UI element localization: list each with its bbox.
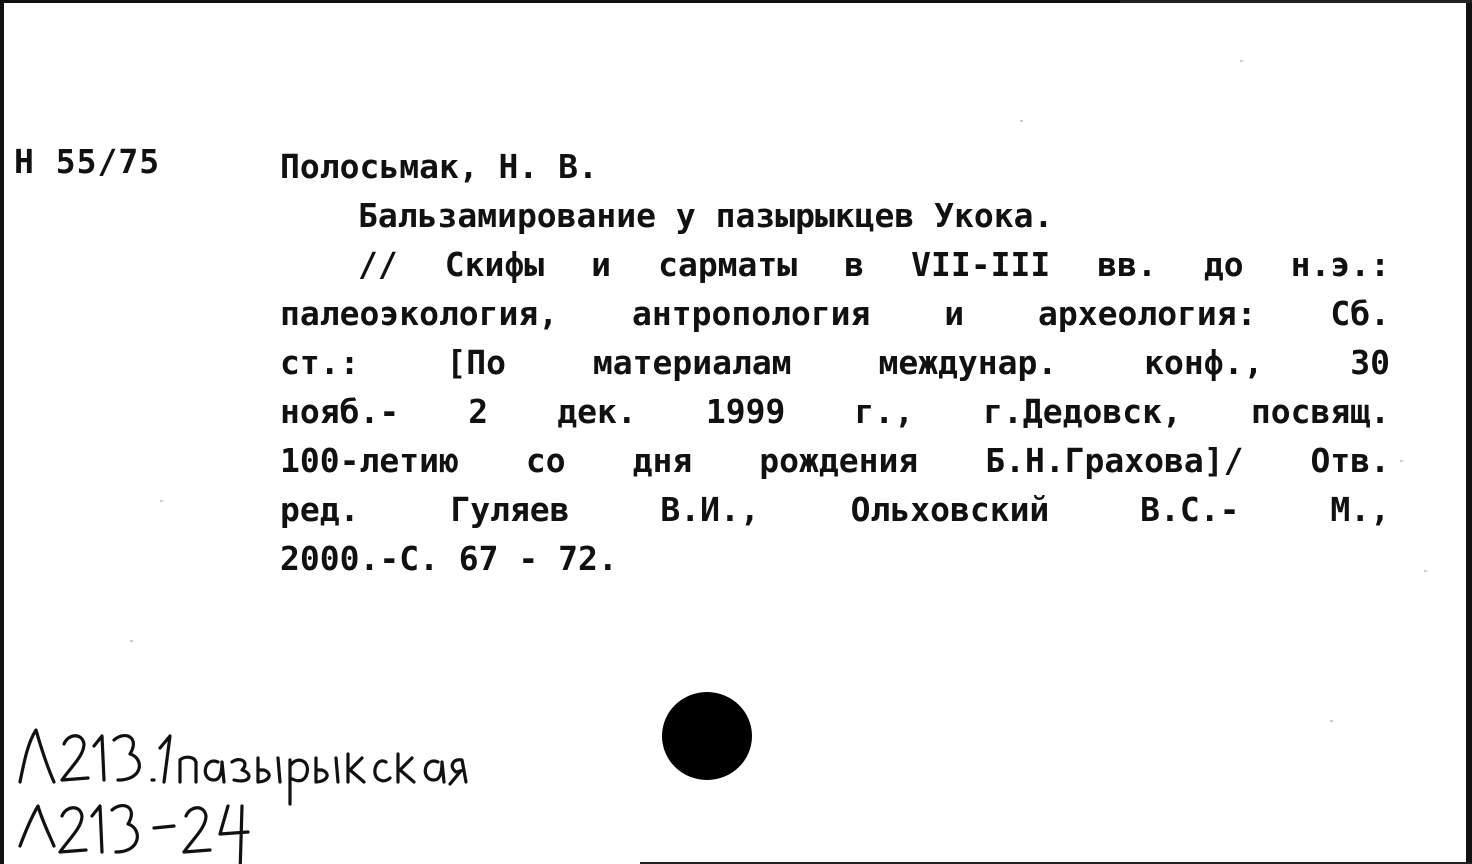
card-edge-top-mark <box>1120 0 1472 15</box>
scan-speck <box>1330 720 1333 722</box>
source-line-7: 2000.-С. 67 - 72. <box>280 539 618 578</box>
source-line-2: палеоэкология, антропология и археология: Сб. <box>280 294 1390 333</box>
source-line-6: ред. Гуляев В.И., Ольховский В.С.- М., <box>280 490 1390 529</box>
card-edge-right <box>1466 0 1472 864</box>
shelfmark: Н 55/75 <box>14 142 161 181</box>
scan-speck <box>160 500 163 502</box>
punch-hole <box>662 692 752 780</box>
handwritten-note-2 <box>14 770 614 864</box>
scan-speck <box>1400 460 1403 462</box>
source-line-1: // Скифы и сарматы в VII-III вв. до н.э.: <box>358 245 1390 284</box>
title-line: Бальзамирование у пазырыкцев Укока. <box>358 196 1054 235</box>
handwriting-line-2-drawing <box>14 770 614 864</box>
bibliographic-entry <box>280 142 1390 583</box>
source-line-4: нояб.- 2 дек. 1999 г., г.Дедовск, посвящ. <box>280 392 1390 431</box>
scan-speck <box>1240 60 1243 62</box>
scan-speck <box>1020 120 1023 122</box>
author-line: Полосьмак, Н. В. <box>280 147 598 186</box>
card-edge-left <box>0 0 4 864</box>
source-line-5: 100-летию со дня рождения Б.Н.Грахова]/ Отв. <box>280 441 1390 480</box>
scan-speck <box>1424 570 1427 572</box>
source-line-3: ст.: [По материалам междунар. конф., 30 <box>280 343 1390 382</box>
scan-speck <box>130 640 133 642</box>
